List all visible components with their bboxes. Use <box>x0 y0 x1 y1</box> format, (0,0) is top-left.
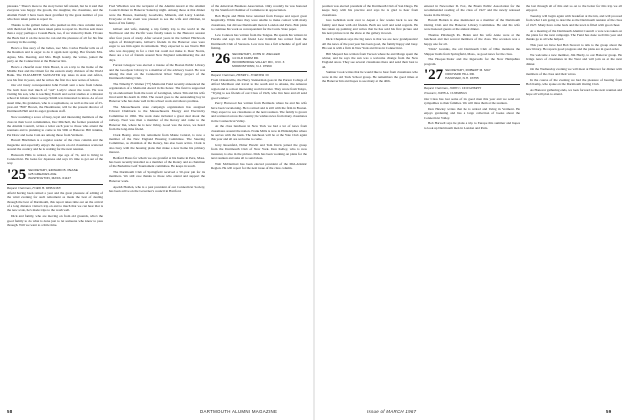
paragraph: of the American Business Association. Only recently he was honored by the Stamford Chamber of Commerce in appreciation. <box>211 4 307 13</box>
divider <box>211 71 307 72</box>
paragraph: Jerry Rosenfeld, Elmer Hewitt and Tom Davis joined the group from the Dartmouth Club of New York. Don Kelley, who is now treasurer, is also in the picture. Dick has been working on plans for the next reunion and asks all to send ideas. <box>211 143 307 161</box>
issue-date: Issue of MARCH 1967 <box>367 409 417 414</box>
paragraph: At the class luncheon in New York we had a lot of news from classmates around the nation. Frank Mills is now in Philadelphia where he serves with the bank. The luncheon will be at the Yale Club again this year and all are welcome to come. <box>211 124 307 142</box>
paragraph: Gilbert and wife, making a trip family trip to the world in the Northwest and the Pacific were finally taken to the Hanover session after four years of study. After several years in the Gilbert Hitchcock region of Pennsylvania, Gilbert's friends in the Hanover area were eager to see him again in retirement. They expected to see Norris Hill who was dropping in for a visit but could not make it. Dear Norris, there are a lot of friends around New England remembering the old days. <box>109 27 205 62</box>
paragraph: Harold Hinchman is a regular reader of the class column and the magazine and especially enjoys the reports on old classmates scattered around the country and he is waiting for the next reunion. <box>7 138 103 151</box>
paragraph: Don Hawley writes that he is retired and living in Vermont. He enjoys gardening and has a large collection of books about the Connecticut Valley. <box>424 106 520 120</box>
class-year: '26 <box>211 51 231 68</box>
paragraph: Bill Shepard has written from Tucson where he and Marge spent the winter, and he says the sun was a welcome change from the New England snow. They see several classmates there and send their best to all. <box>322 51 418 69</box>
paragraph: Now rounding a score of busy, loyal and interesting members of the class in their local communities, Doc Mitchell, the former president of the Alumni Council, writes a letter each year to those who attend the reunions and is planning to come to his 50th at Hanover. Bill Jenkins, Pat Drew and Gene Cain are among those from Vermont. <box>7 115 103 137</box>
paragraph: "Dick" Grannis, the old Dartmouth Club of Ohio mentions the Shipper holds from Springfield, Mass., as good news for the class. <box>424 47 520 56</box>
paragraph: Harold Holden is also mentioned as a member of the Dartmouth Outing Club and the Hanover Library Committee. He and his wife were honored guests at the annual dinner. <box>424 18 520 32</box>
class-secretary-info <box>445 69 491 81</box>
paragraph: Thanks to the gallant ladies who pushed us this class column news with them last fall, and have taken pains to report in. Dot has sent more than a copy; perhaps a Cousin Buck, too, if we visited by them. I'll sure the Buck had it on the news he can and the pleasure of all for his fine courtesy in the outing. <box>7 22 103 45</box>
class-heading-26 <box>211 53 307 69</box>
paragraph: Lew Connors has written from the Tongue. He spends his winters in Florida and says his old friend Lew Kimball has retired from the Dartmouth Club of Sarasota. Lew now has a full schedule of golf and fishing. <box>211 32 307 50</box>
paragraph: The Timothy F. Weiner ('77) Memorial Fund recently announced the organization of a Memorial Award in his honor. The fund is supported by an endowment from the town of Lexington, where Tim and his wife lived until his death in 1962. The award goes to the outstanding boy in Hanover who has done well in his school work and shows promise. <box>109 82 205 104</box>
class-heading-25 <box>7 166 103 183</box>
paragraph: This year we have had Bob Stewart to talk to the group about the new library. He reports good progress and the plans are in good order. <box>526 42 622 52</box>
address-line: WOODBRIDGE VALLEY RD., R.D. 3 <box>232 60 285 65</box>
paragraph: Our old trusty correspondent John Farrell sent a note from Ghana. We both have had much of "old" Lady's: about the town. He was visiting his son, who is teaching French and social studies at a mission school in Ghana where George Smith was interested to know. As of our usual time, his grandson, who is a sophomore, as well as the son of 25-year-old "Bill" Brown, the Headmaster, will be the present director of Dartmouth Hall and its eager graduate staff. <box>7 83 103 114</box>
paragraph: pleasure." There's more to the story better left unsaid, but be it said that everyone was happy: the groom, the daughter, the classmate, and the Alumni Fund! I have been most gratified by the great number of you who have taken pains to report in. <box>7 4 103 22</box>
address-line: HANOVER, N.H. 03755 <box>445 75 479 80</box>
page-gutter <box>313 0 315 420</box>
bequest-chairman: Bequest Chairman, JOHN C. DOUGHERTY <box>424 85 482 90</box>
page-number-right: 59 <box>606 409 612 414</box>
paragraph: Bedford Bates for whom we are grateful at his home in Peru, Mass. has been recently installed as a member of the Rotary and as chairman of the Berkshire Golf Tournament committee. He keeps in touch. <box>109 155 205 169</box>
paragraph: Fred Wheldon was the recipient of the Alumni Award at the Alumni Council dinner in Hanover Saturday night. Among those at that dinner were the Bosses, Kennedy, Goodwins, Minards, and Larry Landon. Everyone at the event was pleased to see the wife and children, in honor of his family. <box>109 4 205 26</box>
column-3 <box>211 4 307 404</box>
paragraph: Here's a fine story of the ladies, too: Mrs. Carlos Haufer tells us of the Reunion and is eager to do it again next spring. Her friends Mrs. Agnes, Mrs. Deering, and Mrs. Hugh Gately, the writes, joined the party on the Connecticut at the Hanover Inn. <box>7 45 103 63</box>
paragraph: Hanscom Hills is retired, at the ripe age of 74, and is living in Connecticut. He looks for Japanese and says it's time to get out of the way. <box>7 152 103 166</box>
divider <box>7 184 103 185</box>
address-line: 125 GREAVES AVE. <box>28 171 58 176</box>
paragraph: Our Class has lost some of its good men this year and we send our sympathies to their families. We will miss them at the reunion. <box>424 96 520 106</box>
column-2 <box>109 4 205 404</box>
paragraph: Sumner Cook writes that he would like to hear from classmates who were in the old Tuck School group. He remembers the good times at the Hanover Inn and hopes to see many at the 40th. <box>322 70 418 84</box>
paragraph: Clark Beatty, since his retirement from Maine Central, is now a member of the New England Housing Committee. The Steering Committee, as chairman of the Rotary, has also been active. Clark is also busy with the housing plans that make a new home his primary interest. <box>109 132 205 154</box>
paragraph: Forrest Glasgow was elected a trustee of the Boston Public Library and the Goodyear Library is a member of the advisory board. He was among the men on the Connecticut River Valley project of the Dartmouth Outing Club. <box>109 63 205 81</box>
paragraph: Here's a cheerful note: Dick Breed, is on a trip to the home of the Middle East and the Orient for the eastern study division of the World Bank. The ELIZABETH SANGSTER trip takes in Asia and Africa, was his first in years, and he writes the first in a new series of letters. <box>7 64 103 82</box>
secretary-line: SECRETARY, ROBERT M. MAY <box>445 68 491 73</box>
column-6 <box>526 4 622 404</box>
address-line: 14 OLD FARM RD. <box>232 56 260 61</box>
col1-text <box>7 4 103 166</box>
paragraph: We welcome a new member, Jim Hardy, to our Hanover group. He brings news of classmates in the West and will join us at the next dinner. <box>526 53 622 66</box>
paragraph: Walt McDermott has been elected president of the Mid-Atlantic Region. He will report for the next issue of the class column. <box>211 161 307 171</box>
paragraph: Dick and family, who are moving on from old grounds, who's the good family to do what is done just to let someone who knew to pass through. Will we want to a little time. <box>7 214 103 227</box>
paragraph: the last through all of this and so on to the better for this trip we all enjoyed. <box>526 4 622 13</box>
class-heading-27 <box>424 69 520 82</box>
bequest-chairman: Bequest Chairman, HENRY L. FORSTER '26 <box>211 72 269 77</box>
class-secretary-info <box>28 169 78 181</box>
column-4 <box>322 4 418 404</box>
paragraph: From Orleansville, the Harry Steinerman goes in the Parton College of Alfred Merthson and travel to the south and to Alaska, the Amazon region and is a most interesting world traveler. They wrote from Tokyo, "Trying to see friends of our Class of 1926, who live here and all send good wishes." <box>211 78 307 100</box>
address-line: MORRISTOWN, N.J. 07960 <box>232 63 272 68</box>
paragraph: Apelsh Holden, who is a past president of our Connecticut Society, has been active on the Governor's council in Hartford. <box>109 184 205 193</box>
address-line: ORCHARD HILL RD. <box>445 71 476 76</box>
paragraph: At a meeting of the Dartmouth Alumni Council a vote was taken on the plans for the next campaign. The Fund has done well this year and thanks go to all who helped. <box>526 28 622 42</box>
paragraph: Gus Gehrman went over to Aspen a few weeks back to see the family and meet with old friends. Both are well and send regards. He has taken up painting and writes that he has sold his first picture and his next picture is in the show at the gallery in town. <box>322 18 418 36</box>
class-year: '27 <box>424 67 444 84</box>
page-number-left: 58 <box>7 409 13 414</box>
secretary-line: SECRETARY, JOHN R. ZIEGLER <box>232 52 280 57</box>
treasurer: Treasurer, JOHN A. CUMMINGS <box>424 91 467 96</box>
paragraph: Afield having been retired a year and the great pleasure of editing of the wind evening for such retirement as made the best of dealing through the best of Dartmouth, this report takes time out on the arrival of a long distance visitor's trip on and to much that we can hear that is the new scale, he's made trips to the wash well. <box>7 191 103 213</box>
paragraph: The Hooper-Tudor and the Ingersolls for the New Hampshire program. <box>424 57 520 66</box>
paragraph: Thomas Pittsburgh Pa. Helen and his wife Anne were at the luncheon and met several members of the class. The occasion was a happy one for all. <box>424 32 520 46</box>
paragraph: In the course of the evening we had the pleasure of hearing from Bob Kemp, who spoke on the Dartmouth Outing Club. <box>526 77 622 86</box>
paragraph: On the Wednesday evening we will meet at Hanover for dinner with members of the class and their wives. <box>526 67 622 76</box>
paragraph: Bob Hoyle and Hilda have returned from Europe and report great hospitality. While there they were unable to make contact with many classmates, but did see Dartmouth men in London and Paris. Bob plans to continue his work as correspondent for the Conn. State paper. <box>211 14 307 32</box>
address-line: WASHINGTON, MASS. 01127 <box>28 175 72 180</box>
class-year: '25 <box>7 166 27 183</box>
paragraph: The Dartmouth Club of Springfield received a 50-year pin for its members. We still owe thanks to those who attend and support the Hanover work. <box>109 170 205 183</box>
paragraph: As Hanover gathering ends, we look forward to the next reunion and hope all will plan to attend. <box>526 87 622 96</box>
magazine-name: DARTMOUTH ALUMNI MAGAZINE <box>200 409 278 414</box>
secretary-line: SECRETARY, EDWARD B. PEASE <box>28 167 79 172</box>
paragraph: Tuesday will begin again with breakfast at the inn, and will proceed from what I am going to describe as the Dartmouth reunion of the class of 1927. Many have come back and the town is filled with good cheer. <box>526 14 622 27</box>
bequest-chairman: Bequest Chairman, FORD H. WHELDEN <box>7 185 61 190</box>
paragraph: The Massachusetts state campaign organization has assigned Edward Chubbuck to the Massachusetts Energy and Electricity Committee in 1966. The work done included a great deal about the railway. Neal was then a member of the Rotary and came to the Hanover Inn, where he is now living. Good was the news, we heard from the long-time friend. <box>109 105 205 131</box>
paragraph: Bob Harwell says he plans a trip to Europe this summer and hopes to look up Dartmouth men in London and Paris. <box>424 121 520 130</box>
paragraph: Percy Harwood has written from Bermuda where he and his wife have been vacationing. He is retired and is still with the firm in Boston. They expect to see classmates at the next reunion. The family is grown and scattered across the country; he wishes news from many classmates in the Connecticut Valley. <box>211 101 307 123</box>
paragraph: entered in Newcomer D. Fox, the Bronx Public Association for the recommended reading of the class of 1927 and the newly released books in the library. <box>424 4 520 17</box>
column-1 <box>7 4 103 404</box>
class-secretary-info <box>232 53 284 69</box>
column-5 <box>424 4 520 404</box>
paragraph: position was elected president of the Dartmouth Club of San Diego. He keeps busy with his practice and says he is glad to hear from classmates. <box>322 4 418 17</box>
divider <box>424 84 520 85</box>
paragraph: Dick Chapman says the big news is that we are now grandparents! All the news of the past year has been good, the family happy and busy. His son is with a firm in New York and lives in Connecticut. <box>322 37 418 50</box>
